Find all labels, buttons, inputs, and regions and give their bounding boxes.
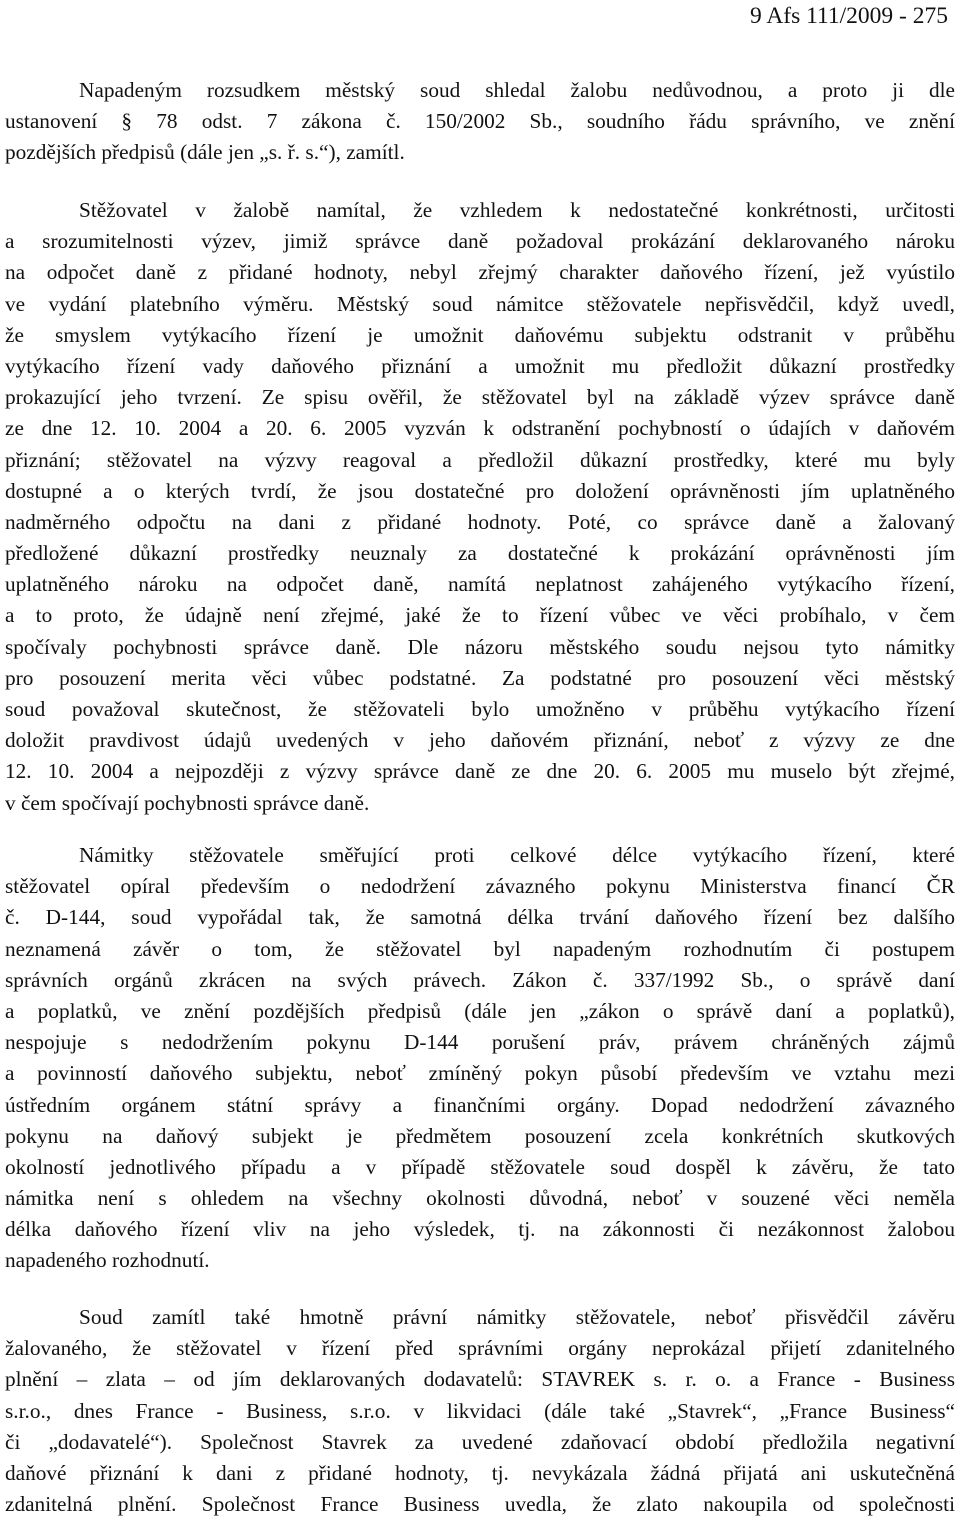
paragraph-3 xyxy=(5,840,955,1277)
text-line: Stěžovatel v žalobě namítal, že vzhledem k nedostatečné konkrétnosti, určitosti xyxy=(79,198,955,222)
text-line: že smyslem vytýkacího řízení je umožnit daňovému subjektu odstranit v průběhu xyxy=(5,322,955,347)
text-line: ustanovení § 78 odst. 7 zákona č. 150/2002 Sb., soudního řádu správního, ve znění xyxy=(5,109,955,134)
paragraph-2 xyxy=(5,195,955,819)
text-line: předložené důkazní prostředky neuznaly za dostatečné k prokázání oprávněnosti jím xyxy=(5,541,955,566)
text-line: č. D-144, soud vypořádal tak, že samotná délka trvání daňového řízení bez dalšího xyxy=(5,905,955,930)
text-line: spočívaly pochybnosti správce daně. Dle názoru městského soudu nejsou tyto námitky xyxy=(5,634,955,659)
text-line: či „dodavatelé“). Společnost Stavrek za uvedené zdaňovací období předložila negativní xyxy=(5,1429,955,1454)
text-line: a povinností daňového subjektu, neboť zmíněný pokyn působí především ve vztahu mezi xyxy=(5,1061,955,1086)
text-line: pozdějších předpisů (dále jen „s. ř. s.“), zamítl. xyxy=(5,140,405,165)
text-line: pro posouzení merita věci vůbec podstatné. Za podstatné pro posouzení věci městský xyxy=(5,665,955,690)
text-line: napadeného rozhodnutí. xyxy=(5,1248,210,1273)
text-line: ústředním orgánem státní správy a finančními orgány. Dopad nedodržení závazného xyxy=(5,1092,955,1117)
text-line: na odpočet daně z přidané hodnoty, nebyl zřejmý charakter daňového řízení, jež vyústilo xyxy=(5,260,955,285)
text-line: daňové přiznání k dani z přidané hodnoty, tj. nevykázala žádná přijatá ani uskutečněná xyxy=(5,1460,955,1485)
text-line: a to proto, že údajně není zřejmé, jaké že to řízení vůbec ve věci probíhalo, v čem xyxy=(5,603,955,628)
text-line: nadměrného odpočtu na dani z přidané hodnoty. Poté, co správce daně a žalovaný xyxy=(5,509,955,534)
text-line: Soud zamítl také hmotně právní námitky stěžovatele, neboť přisvědčil závěru xyxy=(79,1305,955,1329)
text-line: prokazující jeho tvrzení. Ze spisu ověřil, že stěžovatel byl na základě výzev správce daně xyxy=(5,385,955,410)
text-line: doložit pravdivost údajů uvedených v jeho daňovém přiznání, neboť z výzvy ze dne xyxy=(5,728,955,753)
text-line: námitka není s ohledem na všechny okolnosti důvodná, neboť v souzené věci neměla xyxy=(5,1186,955,1211)
paragraph-1 xyxy=(5,75,955,169)
text-line: stěžovatel opíral především o nedodržení závazného pokynu Ministerstva financí ČR xyxy=(5,874,955,899)
text-line: 12. 10. 2004 a nejpozději z výzvy správce daně ze dne 20. 6. 2005 mu muselo být zřejmé, xyxy=(5,759,955,784)
text-line: s.r.o., dnes France - Business, s.r.o. v likvidaci (dále také „Stavrek“, „France Business“ xyxy=(5,1398,955,1423)
text-line: v čem spočívají pochybnosti správce daně. xyxy=(5,790,370,815)
text-line: okolností jednotlivého případu a v případě stěžovatele soud dospěl k závěru, že tato xyxy=(5,1154,955,1179)
text-line: zdanitelná plnění. Společnost France Business uvedla, že zlato nakoupila od společnosti xyxy=(5,1492,955,1517)
text-line: vytýkacího řízení vady daňového přiznání a umožnit mu předložit důkazní prostředky xyxy=(5,353,955,378)
text-line: nespojuje s nedodržením pokynu D-144 porušení práv, právem chráněných zájmů xyxy=(5,1030,955,1055)
case-number: 9 Afs 111/2009 - 275 xyxy=(749,3,948,29)
text-line: dostupné a o kterých tvrdí, že jsou dostatečné pro doložení oprávněnosti jím uplatněného xyxy=(5,478,955,503)
text-line: ze dne 12. 10. 2004 a 20. 6. 2005 vyzván k odstranění pochybností o údajích v daňovém xyxy=(5,416,955,441)
text-line: uplatněného nároku na odpočet daně, namítá neplatnost zahájeného vytýkacího řízení, xyxy=(5,572,955,597)
text-line: délka daňového řízení vliv na jeho výsledek, tj. na zákonnosti či nezákonnost žalobou xyxy=(5,1217,955,1242)
text-line: správních orgánů zkrácen na svých právech. Zákon č. 337/1992 Sb., o správě daní xyxy=(5,967,955,992)
text-line: plnění – zlata – od jím deklarovaných dodavatelů: STAVREK s. r. o. a France - Business xyxy=(5,1367,955,1392)
text-line: přiznání; stěžovatel na výzvy reagoval a předložil důkazní prostředky, které mu byly xyxy=(5,447,955,472)
text-line: pokynu na daňový subjekt je předmětem posouzení zcela konkrétních skutkových xyxy=(5,1123,955,1148)
text-line: a poplatků, ve znění pozdějších předpisů (dále jen „zákon o správě daní a poplatků), xyxy=(5,998,955,1023)
text-line: neznamená závěr o tom, že stěžovatel byl napadeným rozhodnutím či postupem xyxy=(5,936,955,961)
paragraph-4 xyxy=(5,1302,955,1517)
text-line: Námitky stěžovatele směřující proti celkové délce vytýkacího řízení, které xyxy=(79,843,955,867)
text-line: a srozumitelnosti výzev, jimiž správce daně požadoval prokázání deklarovaného nároku xyxy=(5,229,955,254)
text-line: žalovaného, že stěžovatel v řízení před správními orgány neprokázal přijetí zdanitelného xyxy=(5,1336,955,1361)
text-line: soud považoval skutečnost, že stěžovateli bylo umožněno v průběhu vytýkacího řízení xyxy=(5,697,955,721)
text-line: ve vydání platebního výměru. Městský soud námitce stěžovatele nepřisvědčil, když uvedl, xyxy=(5,291,955,316)
text-line: Napadeným rozsudkem městský soud shledal žalobu nedůvodnou, a proto ji dle xyxy=(79,78,955,102)
